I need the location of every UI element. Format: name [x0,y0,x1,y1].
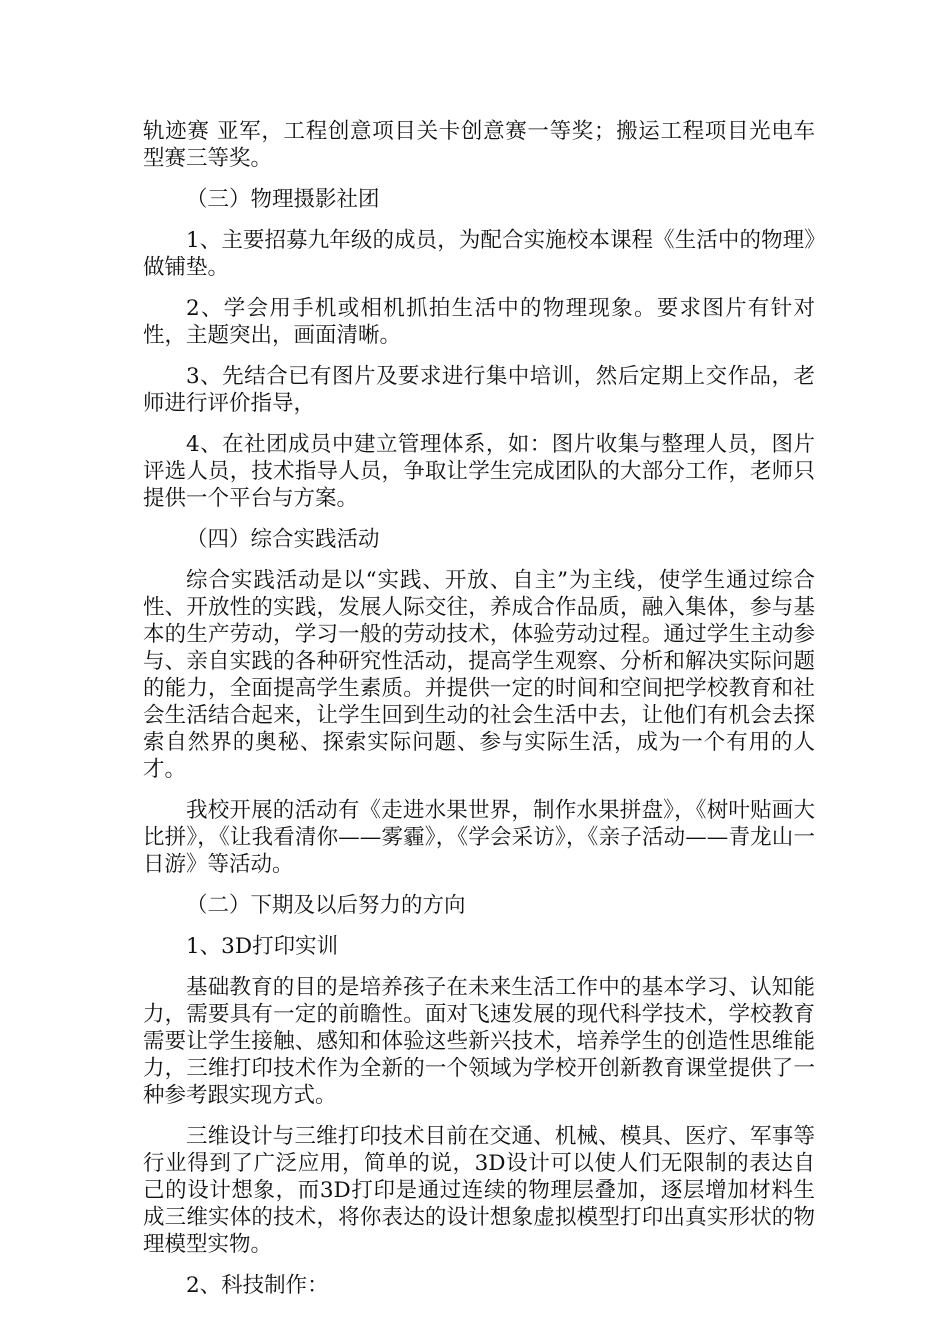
subheading-3d-printing: 1、3D打印实训 [186,934,339,959]
paragraph-item-4: 4、在社团成员中建立管理体系，如：图片收集与整理人员，图片评选人员，技术指导人员，争取让学生完成团队的大部分工作，老师只提供一个平台与方案。 [143,432,815,511]
section-heading-physics-photography: （三）物理摄影社团 [186,187,380,212]
paragraph-education-purpose: 基础教育的目的是培养孩子在未来生活工作中的基本学习、认知能力，需要具有一定的前瞻性。面对飞速发展的现代科学技术，学校教育需要让学生接触、感知和体验这些新兴技术，培养学生的创造性思维能力，三维打印技术作为全新的一个领域为学校开创新教育课堂提供了一种参考跟实现方式。 [143,975,815,1108]
paragraph-item-3: 3、先结合已有图片及要求进行集中培训，然后定期上交作品，老师进行评价指导， [143,364,815,416]
paragraph-3d-design: 三维设计与三维打印技术目前在交通、机械、模具、医疗、军事等行业得到了广泛应用，简单的说，3D设计可以使人们无限制的表达自己的设计想象，而3D打印是通过连续的物理层叠加，逐层增加材料生成三维实体的技术，将你表达的设计想象虚拟模型打印出真实形状的物理模型实物。 [143,1124,815,1257]
document-body [143,118,815,1313]
section-heading-practice-activities: （四）综合实践活动 [186,527,380,552]
paragraph-item-1: 1、主要招募九年级的成员，为配合实施校本课程《生活中的物理》做铺垫。 [143,228,815,280]
paragraph-continuation: 轨迹赛 亚军，工程创意项目关卡创意赛一等奖；搬运工程项目光电车型赛三等奖。 [143,119,815,171]
paragraph-activities-list: 我校开展的活动有《走进水果世界，制作水果拼盘》，《树叶贴画大比拼》，《让我看清你——雾霾》，《学会采访》，《亲子活动——青龙山一日游》等活动。 [143,798,815,877]
section-heading-future-direction: （二）下期及以后努力的方向 [186,893,466,918]
paragraph-practice-description: 综合实践活动是以“实践、开放、自主”为主线，使学生通过综合性、开放性的实践，发展人际交往，养成合作品质，融入集体，参与基本的生产劳动，学习一般的劳动技术，体验劳动过程。通过学生主动参与、亲自实践的各种研究性活动，提高学生观察、分析和解决实际问题的能力，全面提高学生素质。并提供一定的时间和空间把学校教育和社会生活结合起来，让学生回到生动的社会生活中去，让他们有机会去探索自然界的奥秘、探索实际问题、参与实际生活，成为一个有用的人才。 [143,568,815,782]
paragraph-item-2: 2、学会用手机或相机抓拍生活中的物理现象。要求图片有针对性，主题突出，画面清晰。 [143,296,815,348]
subheading-tech-making: 2、科技制作： [186,1273,329,1298]
